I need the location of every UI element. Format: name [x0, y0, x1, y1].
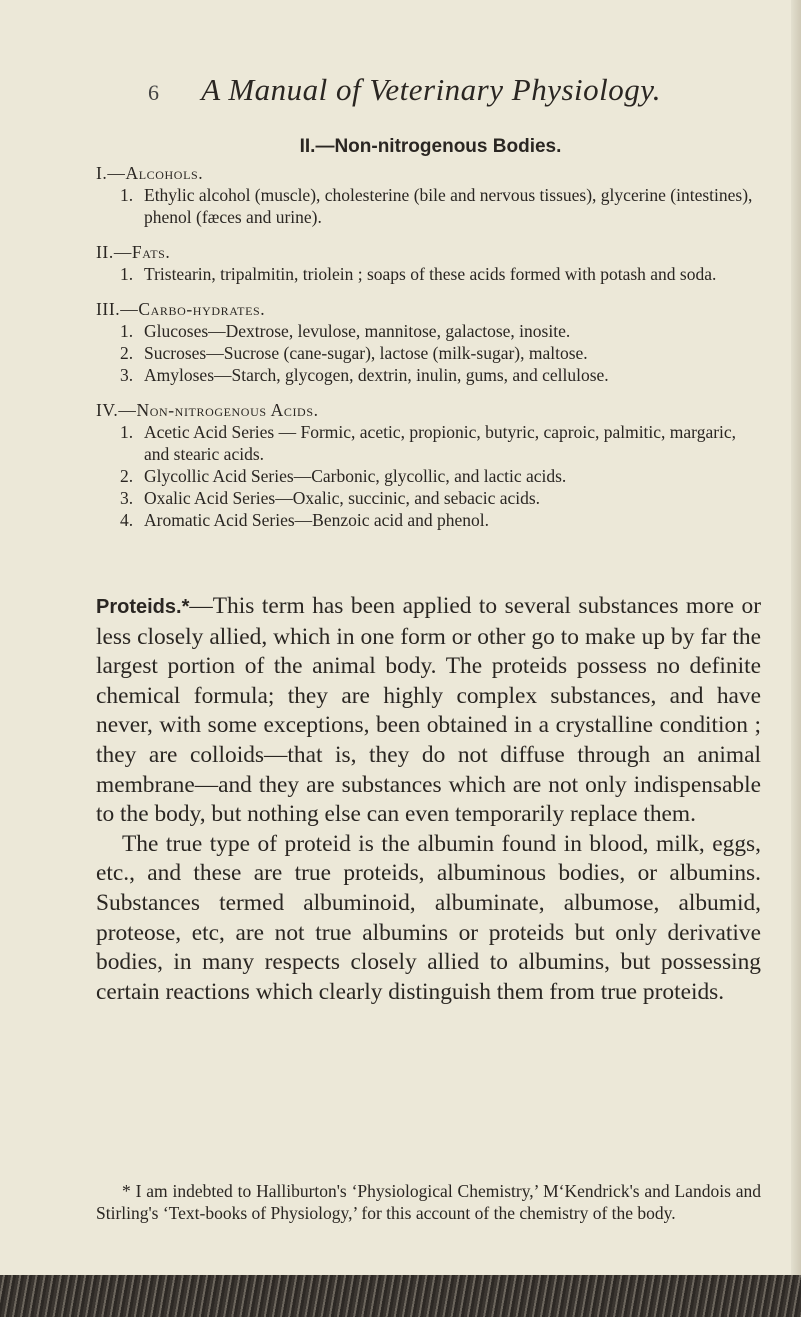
- item-text: Glucoses—Dextrose, levulose, mannitose, galactose, inosite.: [144, 321, 571, 341]
- item-number: 3.: [120, 488, 134, 508]
- list-item: [120, 342, 761, 364]
- proteids-lead: Proteids.*: [96, 596, 190, 618]
- classification-list: [96, 162, 761, 544]
- paragraph-true-type: The true type of proteid is the albumin found in blood, milk, eggs, etc., and these are true proteids, albuminous bodies, or albumins. Substances termed albuminoid, albuminate, albumose, albumid, proteose, etc, are not true albumins or proteids but only derivative bodies, in many respects closely allied to albumins, but possessing certain reactions which clearly distinguish them from true proteids.: [96, 830, 761, 1005]
- group-alcohols: [96, 162, 761, 228]
- section-title: II.—Non-nitrogenous Bodies.: [299, 136, 562, 157]
- group-heading: IV.—Non-nitrogenous Acids.: [96, 400, 319, 420]
- list-item: [120, 421, 761, 465]
- item-text: Aromatic Acid Series—Benzoic acid and phenol.: [144, 510, 490, 530]
- list-item: [120, 184, 761, 228]
- footnote: * I am indebted to Halliburton's ‘Physiological Chemistry,’ M‘Kendrick's and Landois and Stirling's ‘Text-books of Physiology,’ for this account of the chemistry of the body.: [96, 1181, 761, 1223]
- page-number: 6: [148, 80, 160, 105]
- item-text: Acetic Acid Series — Formic, acetic, propionic, butyric, caproic, palmitic, margaric, and stearic acids.: [144, 422, 737, 464]
- item-number: 2.: [120, 343, 134, 363]
- item-text: Oxalic Acid Series—Oxalic, succinic, and sebacic acids.: [144, 488, 541, 508]
- item-text: Sucroses—Sucrose (cane-sugar), lactose (milk-sugar), maltose.: [144, 343, 588, 363]
- item-number: 3.: [120, 365, 134, 385]
- item-text: Amyloses—Starch, glycogen, dextrin, inulin, gums, and cellulose.: [144, 365, 609, 385]
- item-number: 1.: [120, 185, 134, 205]
- item-text: Tristearin, tripalmitin, triolein ; soaps of these acids formed with potash and soda.: [144, 264, 717, 284]
- group-heading: II.—Fats.: [96, 242, 171, 262]
- item-number: 1.: [120, 264, 134, 284]
- list-item: [120, 263, 761, 285]
- item-text: Ethylic alcohol (muscle), cholesterine (bile and nervous tissues), glycerine (intestines), phenol (fæces and urine).: [144, 185, 753, 227]
- item-number: 4.: [120, 510, 134, 530]
- list-item: [120, 364, 761, 386]
- list-item: [120, 487, 761, 509]
- running-title: A Manual of Veterinary Physiology.: [201, 72, 662, 107]
- paragraph-text: —This term has been applied to several substances more or less closely allied, which in one form or other go to make up by far the largest portion of the animal body. The proteids possess no definite chemical formula; they are highly complex substances, and have never, with some exceptions, been obtained in a crystalline condition ; they are colloids—that is, they do not diffuse through an animal membrane—and they are substances which are not only indispensable to the body, but nothing else can even temporarily replace them.: [96, 593, 761, 828]
- item-number: 2.: [120, 466, 134, 486]
- list-item: [120, 509, 761, 531]
- item-text: Glycollic Acid Series—Carbonic, glycollic, and lactic acids.: [144, 466, 567, 486]
- list-item: [120, 320, 761, 342]
- item-number: 1.: [120, 422, 134, 442]
- group-fats: [96, 241, 761, 285]
- page-edge: [791, 0, 801, 1317]
- running-header: [148, 72, 708, 108]
- list-item: [120, 465, 761, 487]
- group-acids: [96, 399, 761, 531]
- item-number: 1.: [120, 321, 134, 341]
- group-carbohydrates: [96, 298, 761, 386]
- group-heading: III.—Carbo-hydrates.: [96, 299, 266, 319]
- group-heading: I.—Alcohols.: [96, 163, 204, 183]
- paragraph-proteids: [96, 592, 761, 830]
- body-text: [96, 592, 761, 1007]
- scan-bottom-edge: [0, 1275, 801, 1317]
